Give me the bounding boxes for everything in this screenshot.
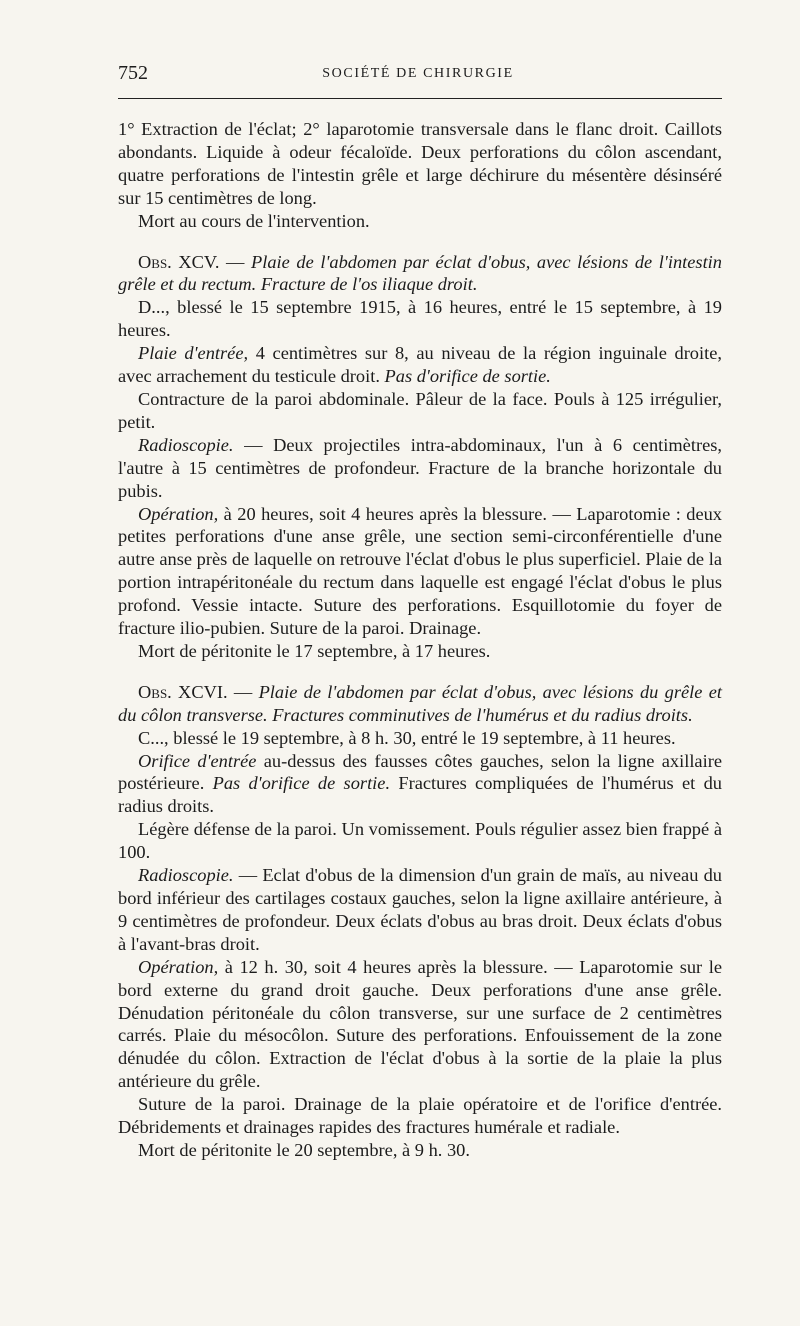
header-rule <box>118 98 722 99</box>
obs96-operation <box>118 956 722 1093</box>
obs95-label: Obs. XCV. <box>138 251 220 272</box>
obs95-operation <box>118 503 722 640</box>
obs95-dash: — <box>219 251 251 272</box>
obs96-exit-label: Pas d'orifice de sortie. <box>212 773 391 794</box>
obs96-entry-label: Orifice d'entrée <box>138 750 257 771</box>
obs96-heading <box>118 681 722 727</box>
obs96-closure: Suture de la paroi. Drainage de la plaie opératoire et de l'orifice d'entrée. Débridements et drainages rapides des fractures humérale et radiale. <box>118 1094 722 1138</box>
obs95-op-text: à 20 heures, soit 4 heures après la blessure. — Laparotomie : deux petites perforations d'une anse grêle, une section semi-circonférentielle d'une autre anse près de laquelle on retrouve l'éclat d'obus le plus superficiel. Plaie de la portion intrapéritonéale du rectum dans laquelle est engagé l'éclat d'obus le plus profond. Vessie intacte. Suture des perforations. Esquillotomie du foyer de fracture ilio-pubien. Suture de la paroi. Drainage. <box>118 503 722 639</box>
obs95-heading <box>118 251 722 297</box>
obs96-radioscopy <box>118 864 722 956</box>
obs95-entry <box>118 342 722 388</box>
obs96-dash: — <box>227 681 259 702</box>
obs95-radio-text: — Deux projectiles intra-abdominaux, l'un à 6 centimètres, l'autre à 15 centimètres de profondeur. Fracture de la branche horizontale du pubis. <box>118 434 722 501</box>
obs96-op-text: à 12 h. 30, soit 4 heures après la blessure. — Laparotomie sur le bord externe du grand droit gauche. Deux perforations d'une anse grêle. Dénudation péritonéale du côlon transverse, sur une surface de 2 centimètres carrés. Plaie du mésocôlon. Suture des perforations. Enfouissement de la zone dénudée du côlon. Extraction de l'éclat d'obus à la sortie de la plaie la plus antérieure du grêle. <box>118 956 722 1092</box>
obs96-entry-text: au-dessus des fausses côtes gauches, selon la ligne axillaire postérieure. <box>118 750 722 794</box>
prev-case-outcome: Mort au cours de l'intervention. <box>138 210 370 231</box>
page-number: 752 <box>118 62 148 84</box>
body-text <box>118 118 722 1162</box>
obs95-op-label: Opération, <box>138 503 219 524</box>
prev-case-paragraph: 1° Extraction de l'éclat; 2° laparotomie transversale dans le flanc droit. Caillots abondants. Liquide à odeur fécaloïde. Deux perforations du côlon ascendant, quatre perforations de l'intestin grêle et large déchirure du mésentère désinséré sur 15 centimètres de long. <box>118 119 722 208</box>
obs96-op-label: Opération, <box>138 956 219 977</box>
obs95-outcome: Mort de péritonite le 17 septembre, à 17 heures. <box>138 640 491 661</box>
running-head: SOCIÉTÉ DE CHIRURGIE <box>322 66 514 81</box>
obs95-entry-text: 4 centimètres sur 8, au niveau de la région inguinale droite, avec arrachement du testicule droit. <box>118 343 722 387</box>
obs96-title: Plaie de l'abdomen par éclat d'obus, avec lésions du grêle et du côlon transverse. Fractures comminutives de l'humérus et du radius droits. <box>118 681 722 725</box>
obs96-entry <box>118 750 722 819</box>
obs95-exit-label: Pas d'orifice de sortie. <box>384 366 551 387</box>
obs96-entry-text2: Fractures compliquées de l'humérus et du radius droits. <box>118 773 722 817</box>
obs95-radio-label: Radioscopie. <box>138 434 234 455</box>
page-header <box>118 62 718 90</box>
obs95-radioscopy <box>118 434 722 503</box>
obs95-admission: D..., blessé le 15 septembre 1915, à 16 heures, entré le 15 septembre, à 19 heures. <box>118 297 722 341</box>
obs96-radio-label: Radioscopie. <box>138 865 234 886</box>
obs96-defense: Légère défense de la paroi. Un vomissement. Pouls régulier assez bien frappé à 100. <box>118 819 722 863</box>
obs96-label: Obs. XCVI. <box>138 681 228 702</box>
obs96-admission: C..., blessé le 19 septembre, à 8 h. 30, entré le 19 septembre, à 11 heures. <box>138 727 676 748</box>
obs96-outcome: Mort de péritonite le 20 septembre, à 9 h. 30. <box>138 1139 470 1160</box>
obs96-radio-text: — Eclat d'obus de la dimension d'un grain de maïs, au niveau du bord inférieur des cartilages costaux gauches, selon la ligne axillaire antérieure, à 9 centimètres de profondeur. Deux éclats d'obus au bras droit. Deux éclats d'obus à l'avant-bras droit. <box>118 865 722 954</box>
obs95-entry-label: Plaie d'entrée, <box>138 343 249 364</box>
obs95-contracture: Contracture de la paroi abdominale. Pâleur de la face. Pouls à 125 irrégulier, petit. <box>118 388 722 432</box>
obs95-title: Plaie de l'abdomen par éclat d'obus, avec lésions de l'intestin grêle et du rectum. Fracture de l'os iliaque droit. <box>118 251 722 295</box>
